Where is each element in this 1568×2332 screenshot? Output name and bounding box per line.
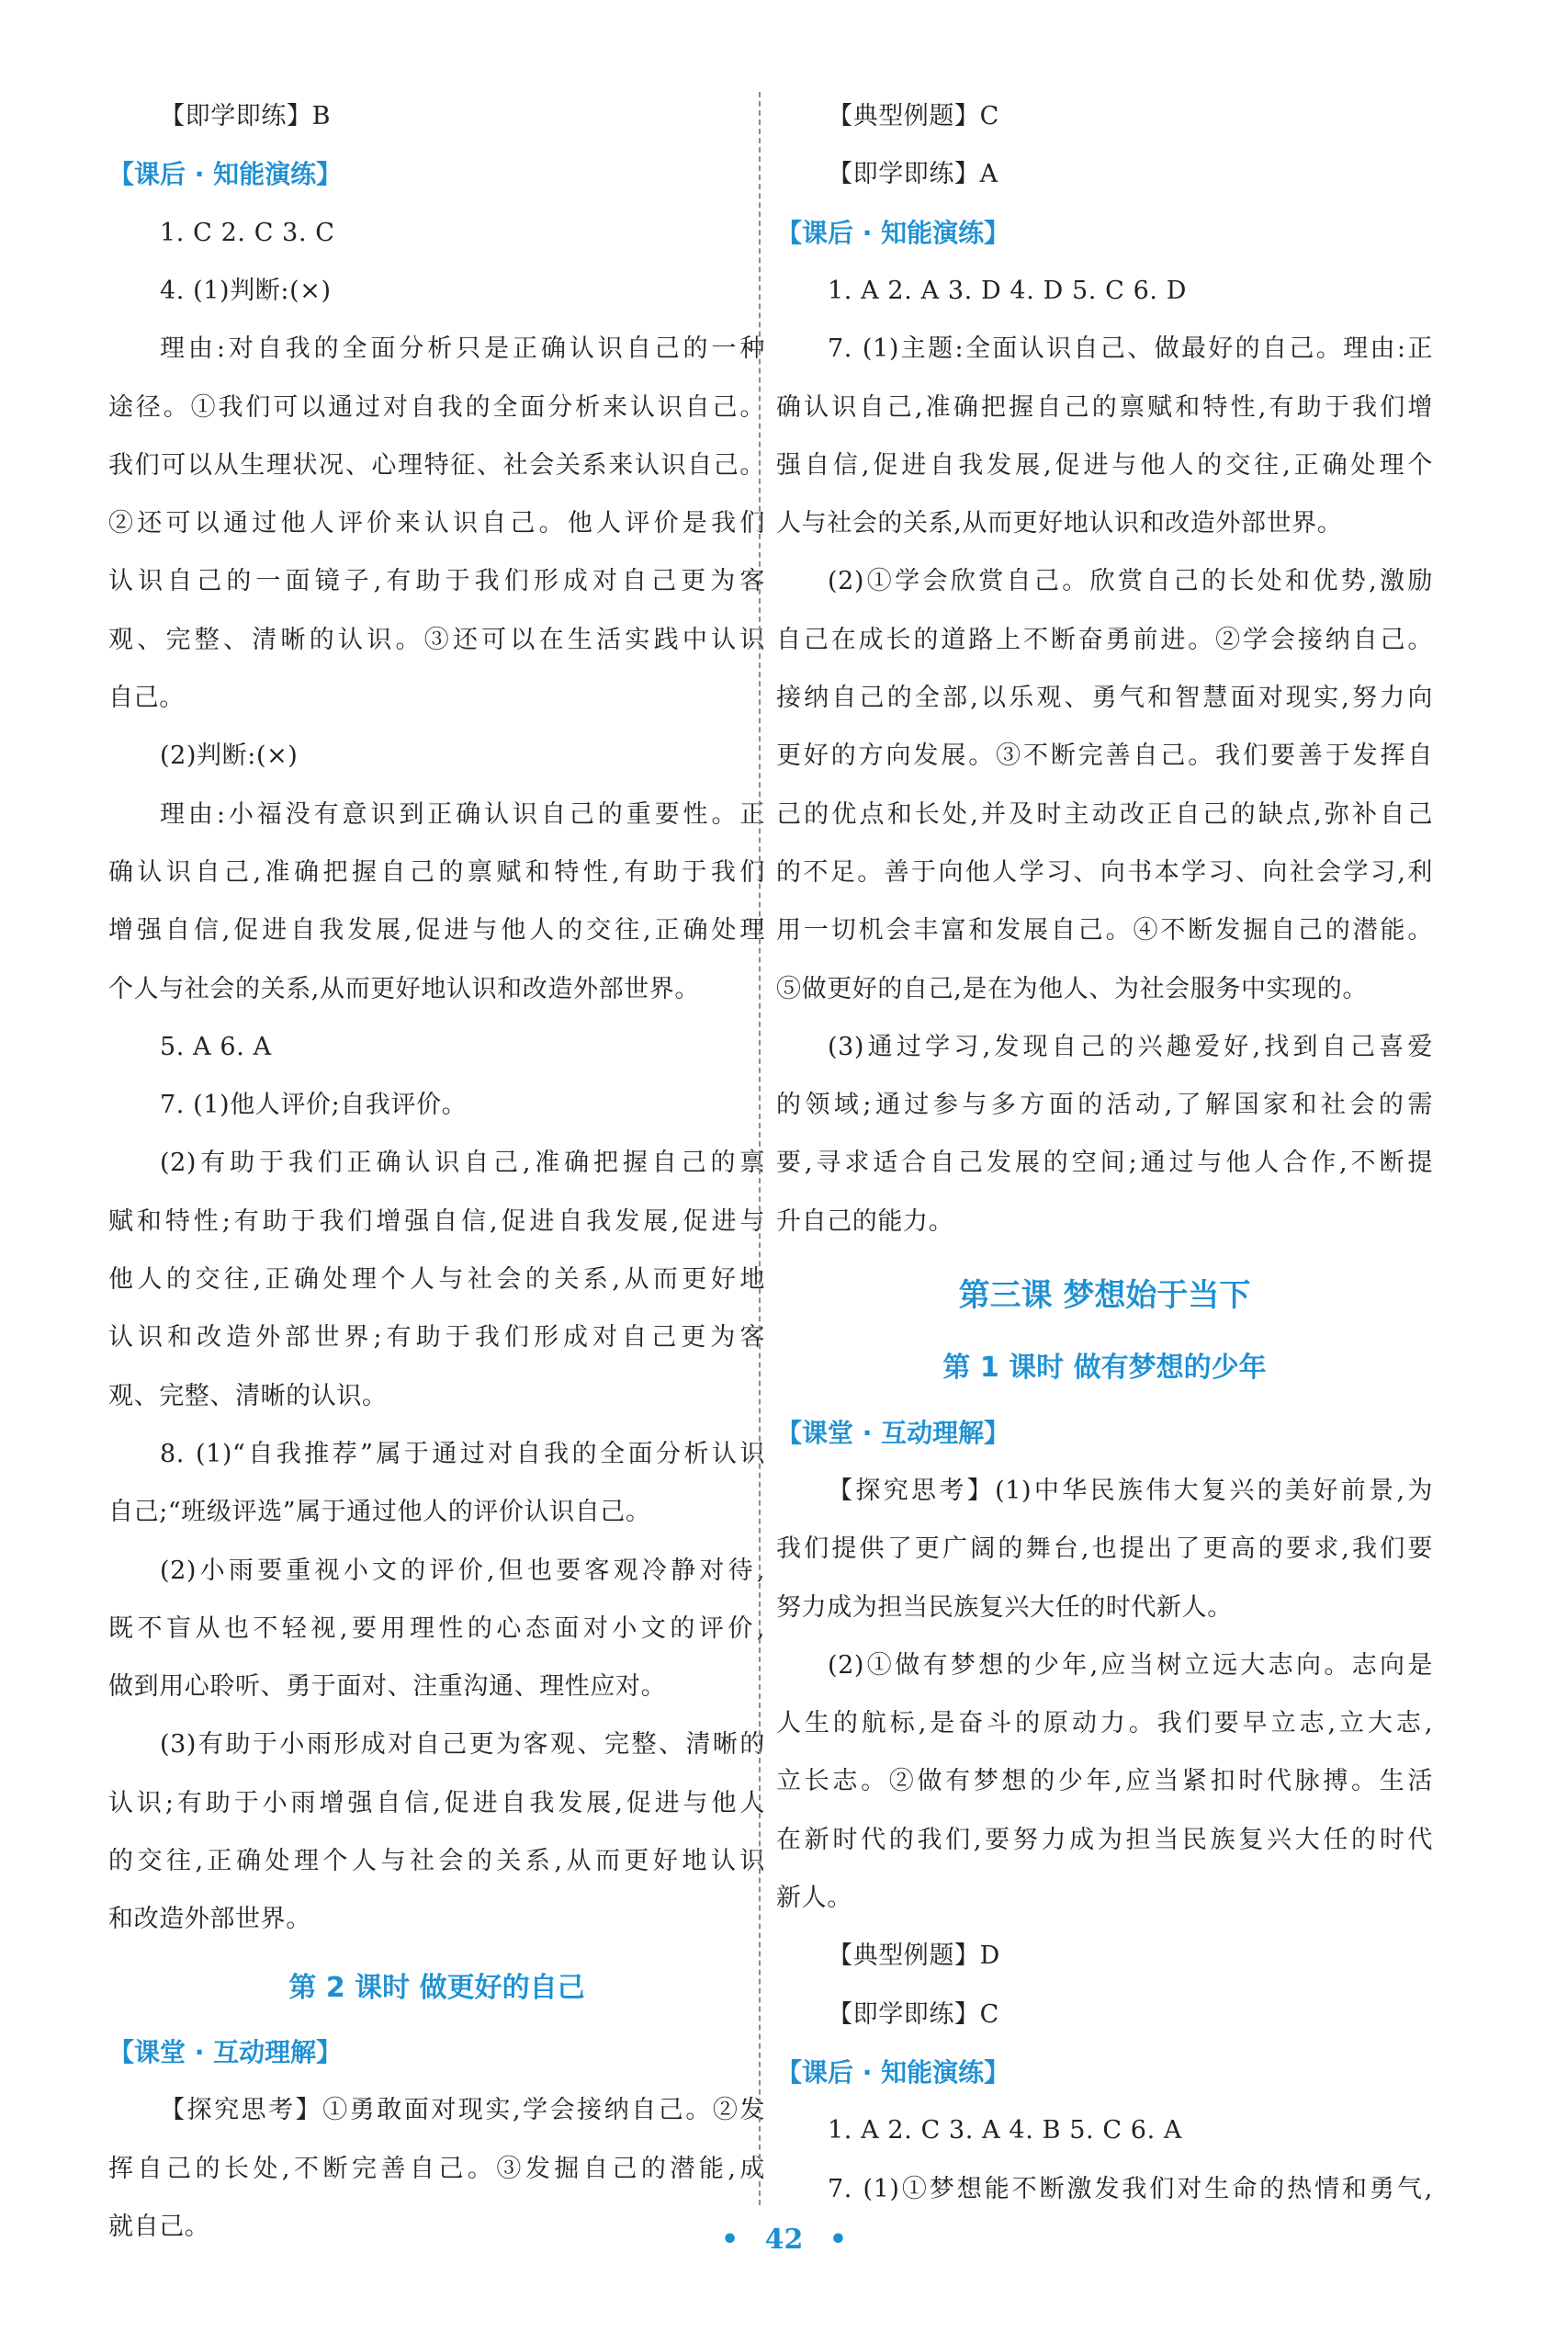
text-line: 我们提供了更广阔的舞台,也提出了更高的要求,我们要 (776, 1534, 1433, 1564)
lesson-subtitle: 第 1 课时 做有梦想的少年 (942, 1352, 1267, 1385)
text-line: 观、完整、清晰的认识。 (108, 1381, 388, 1410)
lesson-title: 第三课 梦想始于当下 (958, 1277, 1251, 1314)
text-line: 1. A 2. A 3. D 4. D 5. C 6. D (828, 276, 1187, 305)
text-line: 要,寻求适合自己发展的空间;通过与他人合作,不断提 (776, 1149, 1433, 1178)
page-number: 42 (764, 2224, 804, 2256)
text-line: 4. (1)判断:(×) (160, 276, 332, 305)
text-line: 挥自己的长处,不断完善自己。③发掘自己的潜能,成 (108, 2154, 765, 2183)
footer-dot-right: • (829, 2224, 848, 2256)
text-line: 立长志。②做有梦想的少年,应当紧扣时代脉搏。生活 (776, 1767, 1433, 1796)
text-line: 在新时代的我们,要努力成为担当民族复兴大任的时代 (776, 1825, 1433, 1854)
text-line: 【即学即练】B (160, 102, 332, 130)
text-line: (2)①学会欣赏自己。欣赏自己的长处和优势,激励 (828, 567, 1433, 596)
text-line: 5. A 6. A (160, 1032, 272, 1061)
text-line: 他人的交往,正确处理个人与社会的关系,从而更好地 (108, 1265, 765, 1294)
column-divider (759, 92, 761, 2205)
text-line: 人生的航标,是奋斗的原动力。我们要早立志,立大志, (776, 1709, 1433, 1738)
text-line: 【典型例题】D (828, 1941, 1000, 1971)
text-line: 自己在成长的道路上不断奋勇前进。②学会接纳自己。 (776, 625, 1433, 654)
text-line: 就自己。 (108, 2212, 210, 2241)
text-line: 和改造外部世界。 (108, 1905, 311, 1934)
text-line: 既不盲从也不轻视,要用理性的心态面对小文的评价, (108, 1613, 765, 1643)
text-line: 个人与社会的关系,从而更好地认识和改造外部世界。 (108, 974, 700, 1003)
section-heading: 【课后 · 知能演练】 (108, 159, 343, 190)
text-line: 【即学即练】C (828, 1999, 999, 2029)
text-line: ⑤做更好的自己,是在为他人、为社会服务中实现的。 (776, 974, 1368, 1003)
text-line: 1. A 2. C 3. A 4. B 5. C 6. A (828, 2116, 1183, 2145)
text-line: (3)通过学习,发现自己的兴趣爱好,找到自己喜爱 (828, 1032, 1433, 1061)
text-line: 认识自己的一面镜子,有助于我们形成对自己更为客 (108, 567, 765, 596)
text-line: 的领域;通过参与多方面的活动,了解国家和社会的需 (776, 1091, 1433, 1120)
text-line: 理由:小福没有意识到正确认识自己的重要性。正 (160, 799, 765, 829)
text-line: ②还可以通过他人评价来认识自己。他人评价是我们 (108, 509, 765, 538)
page-footer (0, 2224, 1568, 2256)
text-line: 途径。①我们可以通过对自我的全面分析来认识自己。 (108, 392, 765, 422)
text-line: 认识和改造外部世界;有助于我们形成对自己更为客 (108, 1323, 765, 1353)
text-line: 7. (1)主题:全面认识自己、做最好的自己。理由:正 (828, 334, 1433, 364)
text-line: 【探究思考】(1)中华民族伟大复兴的美好前景,为 (828, 1476, 1433, 1505)
text-line: 接纳自己的全部,以乐观、勇气和智慧面对现实,努力向 (776, 684, 1433, 712)
text-line: 确认识自己,准确把握自己的禀赋和特性,有助于我们 (108, 857, 765, 887)
text-line: 确认识自己,准确把握自己的禀赋和特性,有助于我们增 (776, 392, 1433, 422)
text-line: (3)有助于小雨形成对自己更为客观、完整、清晰的 (160, 1730, 765, 1760)
text-line: 1. C 2. C 3. C (160, 218, 335, 247)
text-line: 更好的方向发展。③不断完善自己。我们要善于发挥自 (776, 741, 1433, 771)
text-line: 【即学即练】A (828, 160, 998, 189)
text-line: 理由:对自我的全面分析只是正确认识自己的一种 (160, 334, 765, 364)
text-line: 努力成为担当民族复兴大任的时代新人。 (776, 1592, 1233, 1622)
text-line: 己的优点和长处,并及时主动改正自己的缺点,弥补自己 (776, 799, 1433, 829)
text-line: 认识;有助于小雨增强自信,促进自我发展,促进与他人 (108, 1788, 765, 1817)
text-line: 新人。 (776, 1884, 852, 1912)
text-line: 观、完整、清晰的认识。③还可以在生活实践中认识 (108, 625, 765, 654)
text-line: (2)判断:(×) (160, 741, 299, 771)
section-heading: 【课后 · 知能演练】 (776, 2056, 1010, 2088)
text-line: 的不足。善于向他人学习、向书本学习、向社会学习,利 (776, 857, 1433, 887)
text-line: 赋和特性;有助于我们增强自信,促进自我发展,促进与 (108, 1206, 765, 1236)
text-line: 自己。 (108, 684, 185, 712)
text-line: 做到用心聆听、勇于面对、注重沟通、理性应对。 (108, 1672, 667, 1702)
section-heading: 【课堂 · 互动理解】 (108, 2036, 343, 2067)
footer-dot-left: • (720, 2224, 739, 2256)
text-line: 7. (1)①梦想能不断激发我们对生命的热情和勇气, (828, 2174, 1433, 2203)
text-line: 【探究思考】①勇敢面对现实,学会接纳自己。②发 (160, 2096, 765, 2125)
text-line: (2)有助于我们正确认识自己,准确把握自己的禀 (160, 1149, 765, 1178)
text-line: 人与社会的关系,从而更好地认识和改造外部世界。 (776, 509, 1343, 538)
text-line: 我们可以从生理状况、心理特征、社会关系来认识自己。 (108, 450, 765, 480)
lesson-subtitle: 第 2 课时 做更好的自己 (288, 1971, 585, 2004)
section-heading: 【课后 · 知能演练】 (776, 217, 1010, 248)
text-line: (2)①做有梦想的少年,应当树立远大志向。志向是 (828, 1650, 1433, 1680)
text-line: 的交往,正确处理个人与社会的关系,从而更好地认识 (108, 1847, 765, 1875)
section-heading: 【课堂 · 互动理解】 (776, 1417, 1010, 1448)
text-line: 用一切机会丰富和发展自己。④不断发掘自己的潜能。 (776, 916, 1433, 945)
text-line: 8. (1)“自我推荐”属于通过对自我的全面分析认识 (160, 1439, 765, 1468)
text-line: 增强自信,促进自我发展,促进与他人的交往,正确处理 (108, 916, 765, 945)
text-line: 强自信,促进自我发展,促进与他人的交往,正确处理个 (776, 450, 1433, 480)
text-line: 【典型例题】C (828, 102, 999, 130)
text-line: 升自己的能力。 (776, 1206, 954, 1236)
text-line: 7. (1)他人评价;自我评价。 (160, 1091, 468, 1120)
text-line: 自己;“班级评选”属于通过他人的评价认识自己。 (108, 1498, 651, 1527)
text-line: (2)小雨要重视小文的评价,但也要客观冷静对待, (160, 1556, 765, 1585)
